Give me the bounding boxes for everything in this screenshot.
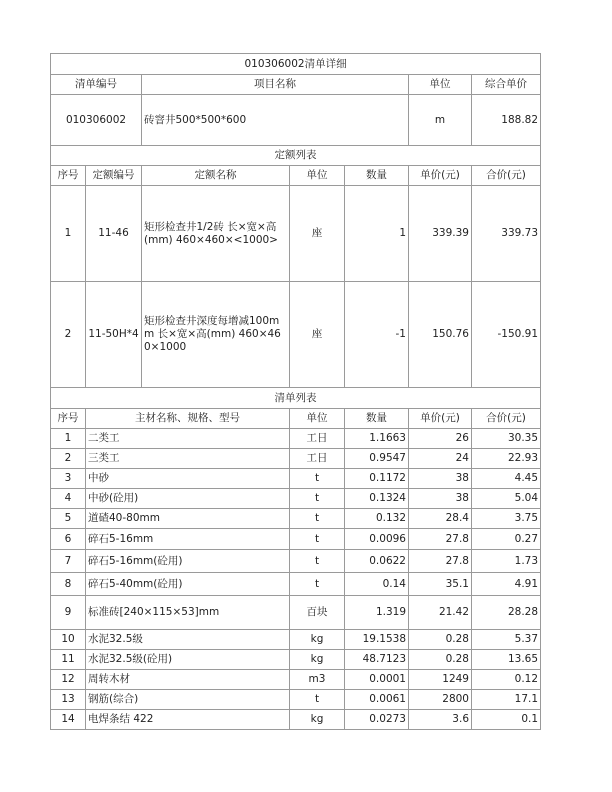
material-row xyxy=(51,690,541,710)
material-qty: 0.0061 xyxy=(345,690,409,710)
table-title: 010306002清单详细 xyxy=(51,54,541,75)
material-row xyxy=(51,449,541,469)
material-row xyxy=(51,650,541,670)
bill-code-header: 清单编号 xyxy=(51,75,142,95)
material-unit: 百块 xyxy=(290,596,345,630)
material-no: 14 xyxy=(51,710,86,730)
material-no: 9 xyxy=(51,596,86,630)
material-row xyxy=(51,670,541,690)
material-row xyxy=(51,509,541,529)
material-price: 38 xyxy=(409,469,472,489)
material-price: 38 xyxy=(409,489,472,509)
material-row xyxy=(51,596,541,630)
material-unit: kg xyxy=(290,650,345,670)
quota-code: 11-50H*4 xyxy=(86,282,142,388)
material-price: 35.1 xyxy=(409,573,472,596)
material-row xyxy=(51,573,541,596)
material-total: 0.12 xyxy=(472,670,541,690)
material-name: 二类工 xyxy=(86,429,290,449)
material-qty: 1.319 xyxy=(345,596,409,630)
material-price: 27.8 xyxy=(409,529,472,550)
material-total: 17.1 xyxy=(472,690,541,710)
material-name: 钢筋(综合) xyxy=(86,690,290,710)
material-qty: 1.1663 xyxy=(345,429,409,449)
material-price: 3.6 xyxy=(409,710,472,730)
material-unit: 工日 xyxy=(290,429,345,449)
material-name: 中砂(砼用) xyxy=(86,489,290,509)
quota-name: 矩形检查井1/2砖 长×宽×高(mm) 460×460×<1000> xyxy=(142,186,290,282)
materials-section-title: 清单列表 xyxy=(51,388,541,409)
quota-section-title: 定额列表 xyxy=(51,146,541,166)
quota-qty: -1 xyxy=(345,282,409,388)
bill-name: 砖窨井500*500*600 xyxy=(142,95,409,146)
bill-row xyxy=(51,95,541,146)
material-no: 7 xyxy=(51,550,86,573)
bill-unit: m xyxy=(409,95,472,146)
material-price: 0.28 xyxy=(409,650,472,670)
material-total: 3.75 xyxy=(472,509,541,529)
material-no: 13 xyxy=(51,690,86,710)
materials-header-name: 主材名称、规格、型号 xyxy=(86,409,290,429)
quota-qty: 1 xyxy=(345,186,409,282)
material-total: 13.65 xyxy=(472,650,541,670)
material-no: 8 xyxy=(51,573,86,596)
material-name: 道碴40-80mm xyxy=(86,509,290,529)
material-row xyxy=(51,469,541,489)
material-no: 4 xyxy=(51,489,86,509)
material-total: 0.27 xyxy=(472,529,541,550)
quota-total: -150.91 xyxy=(472,282,541,388)
material-unit: kg xyxy=(290,630,345,650)
material-no: 5 xyxy=(51,509,86,529)
materials-header-price: 单价(元) xyxy=(409,409,472,429)
material-name: 碎石5-16mm(砼用) xyxy=(86,550,290,573)
bill-code: 010306002 xyxy=(51,95,142,146)
quota-header-no: 序号 xyxy=(51,166,86,186)
material-price: 27.8 xyxy=(409,550,472,573)
material-total: 30.35 xyxy=(472,429,541,449)
material-name: 标准砖[240×115×53]mm xyxy=(86,596,290,630)
material-unit: t xyxy=(290,529,345,550)
bill-header-row xyxy=(51,75,541,95)
material-no: 3 xyxy=(51,469,86,489)
material-total: 5.37 xyxy=(472,630,541,650)
quota-price: 150.76 xyxy=(409,282,472,388)
material-name: 周转木材 xyxy=(86,670,290,690)
bill-price: 188.82 xyxy=(472,95,541,146)
material-price: 0.28 xyxy=(409,630,472,650)
quota-code: 11-46 xyxy=(86,186,142,282)
material-name: 水泥32.5级(砼用) xyxy=(86,650,290,670)
material-unit: kg xyxy=(290,710,345,730)
material-qty: 0.9547 xyxy=(345,449,409,469)
material-name: 水泥32.5级 xyxy=(86,630,290,650)
quota-header-total: 合价(元) xyxy=(472,166,541,186)
material-row xyxy=(51,550,541,573)
quota-header-row xyxy=(51,166,541,186)
quota-header-unit: 单位 xyxy=(290,166,345,186)
material-name: 碎石5-16mm xyxy=(86,529,290,550)
material-row xyxy=(51,630,541,650)
material-name: 中砂 xyxy=(86,469,290,489)
material-row xyxy=(51,710,541,730)
material-qty: 0.1324 xyxy=(345,489,409,509)
material-total: 4.45 xyxy=(472,469,541,489)
quota-row xyxy=(51,282,541,388)
title-row xyxy=(51,54,541,75)
quota-name: 矩形检查井深度每增减100mm 长×宽×高(mm) 460×460×1000 xyxy=(142,282,290,388)
material-no: 6 xyxy=(51,529,86,550)
material-unit: t xyxy=(290,469,345,489)
quota-unit: 座 xyxy=(290,282,345,388)
bill-unit-header: 单位 xyxy=(409,75,472,95)
material-qty: 0.0273 xyxy=(345,710,409,730)
material-qty: 0.0001 xyxy=(345,670,409,690)
material-price: 28.4 xyxy=(409,509,472,529)
material-qty: 0.0622 xyxy=(345,550,409,573)
quota-header-price: 单价(元) xyxy=(409,166,472,186)
material-total: 1.73 xyxy=(472,550,541,573)
material-price: 21.42 xyxy=(409,596,472,630)
material-qty: 19.1538 xyxy=(345,630,409,650)
material-total: 5.04 xyxy=(472,489,541,509)
material-total: 4.91 xyxy=(472,573,541,596)
quota-total: 339.73 xyxy=(472,186,541,282)
material-price: 26 xyxy=(409,429,472,449)
material-no: 11 xyxy=(51,650,86,670)
materials-header-row xyxy=(51,409,541,429)
material-total: 22.93 xyxy=(472,449,541,469)
materials-section-row xyxy=(51,388,541,409)
material-unit: 工日 xyxy=(290,449,345,469)
material-row xyxy=(51,529,541,550)
material-unit: t xyxy=(290,690,345,710)
materials-header-qty: 数量 xyxy=(345,409,409,429)
quota-section-row xyxy=(51,146,541,166)
material-no: 2 xyxy=(51,449,86,469)
material-qty: 0.1172 xyxy=(345,469,409,489)
quota-row xyxy=(51,186,541,282)
material-unit: t xyxy=(290,489,345,509)
material-price: 2800 xyxy=(409,690,472,710)
material-total: 0.1 xyxy=(472,710,541,730)
material-qty: 0.14 xyxy=(345,573,409,596)
quota-price: 339.39 xyxy=(409,186,472,282)
material-row xyxy=(51,489,541,509)
material-unit: m3 xyxy=(290,670,345,690)
materials-header-total: 合价(元) xyxy=(472,409,541,429)
material-name: 碎石5-40mm(砼用) xyxy=(86,573,290,596)
material-row xyxy=(51,429,541,449)
material-qty: 48.7123 xyxy=(345,650,409,670)
quota-header-qty: 数量 xyxy=(345,166,409,186)
material-name: 电焊条结 422 xyxy=(86,710,290,730)
quota-header-name: 定额名称 xyxy=(142,166,290,186)
materials-header-no: 序号 xyxy=(51,409,86,429)
material-qty: 0.0096 xyxy=(345,529,409,550)
material-no: 1 xyxy=(51,429,86,449)
material-price: 1249 xyxy=(409,670,472,690)
material-unit: t xyxy=(290,509,345,529)
bill-name-header: 项目名称 xyxy=(142,75,409,95)
material-unit: t xyxy=(290,573,345,596)
bill-detail-table xyxy=(50,53,541,730)
material-total: 28.28 xyxy=(472,596,541,630)
materials-header-unit: 单位 xyxy=(290,409,345,429)
quota-no: 2 xyxy=(51,282,86,388)
material-unit: t xyxy=(290,550,345,573)
quota-no: 1 xyxy=(51,186,86,282)
material-no: 12 xyxy=(51,670,86,690)
material-qty: 0.132 xyxy=(345,509,409,529)
material-price: 24 xyxy=(409,449,472,469)
bill-price-header: 综合单价 xyxy=(472,75,541,95)
quota-header-code: 定额编号 xyxy=(86,166,142,186)
material-no: 10 xyxy=(51,630,86,650)
quota-unit: 座 xyxy=(290,186,345,282)
material-name: 三类工 xyxy=(86,449,290,469)
